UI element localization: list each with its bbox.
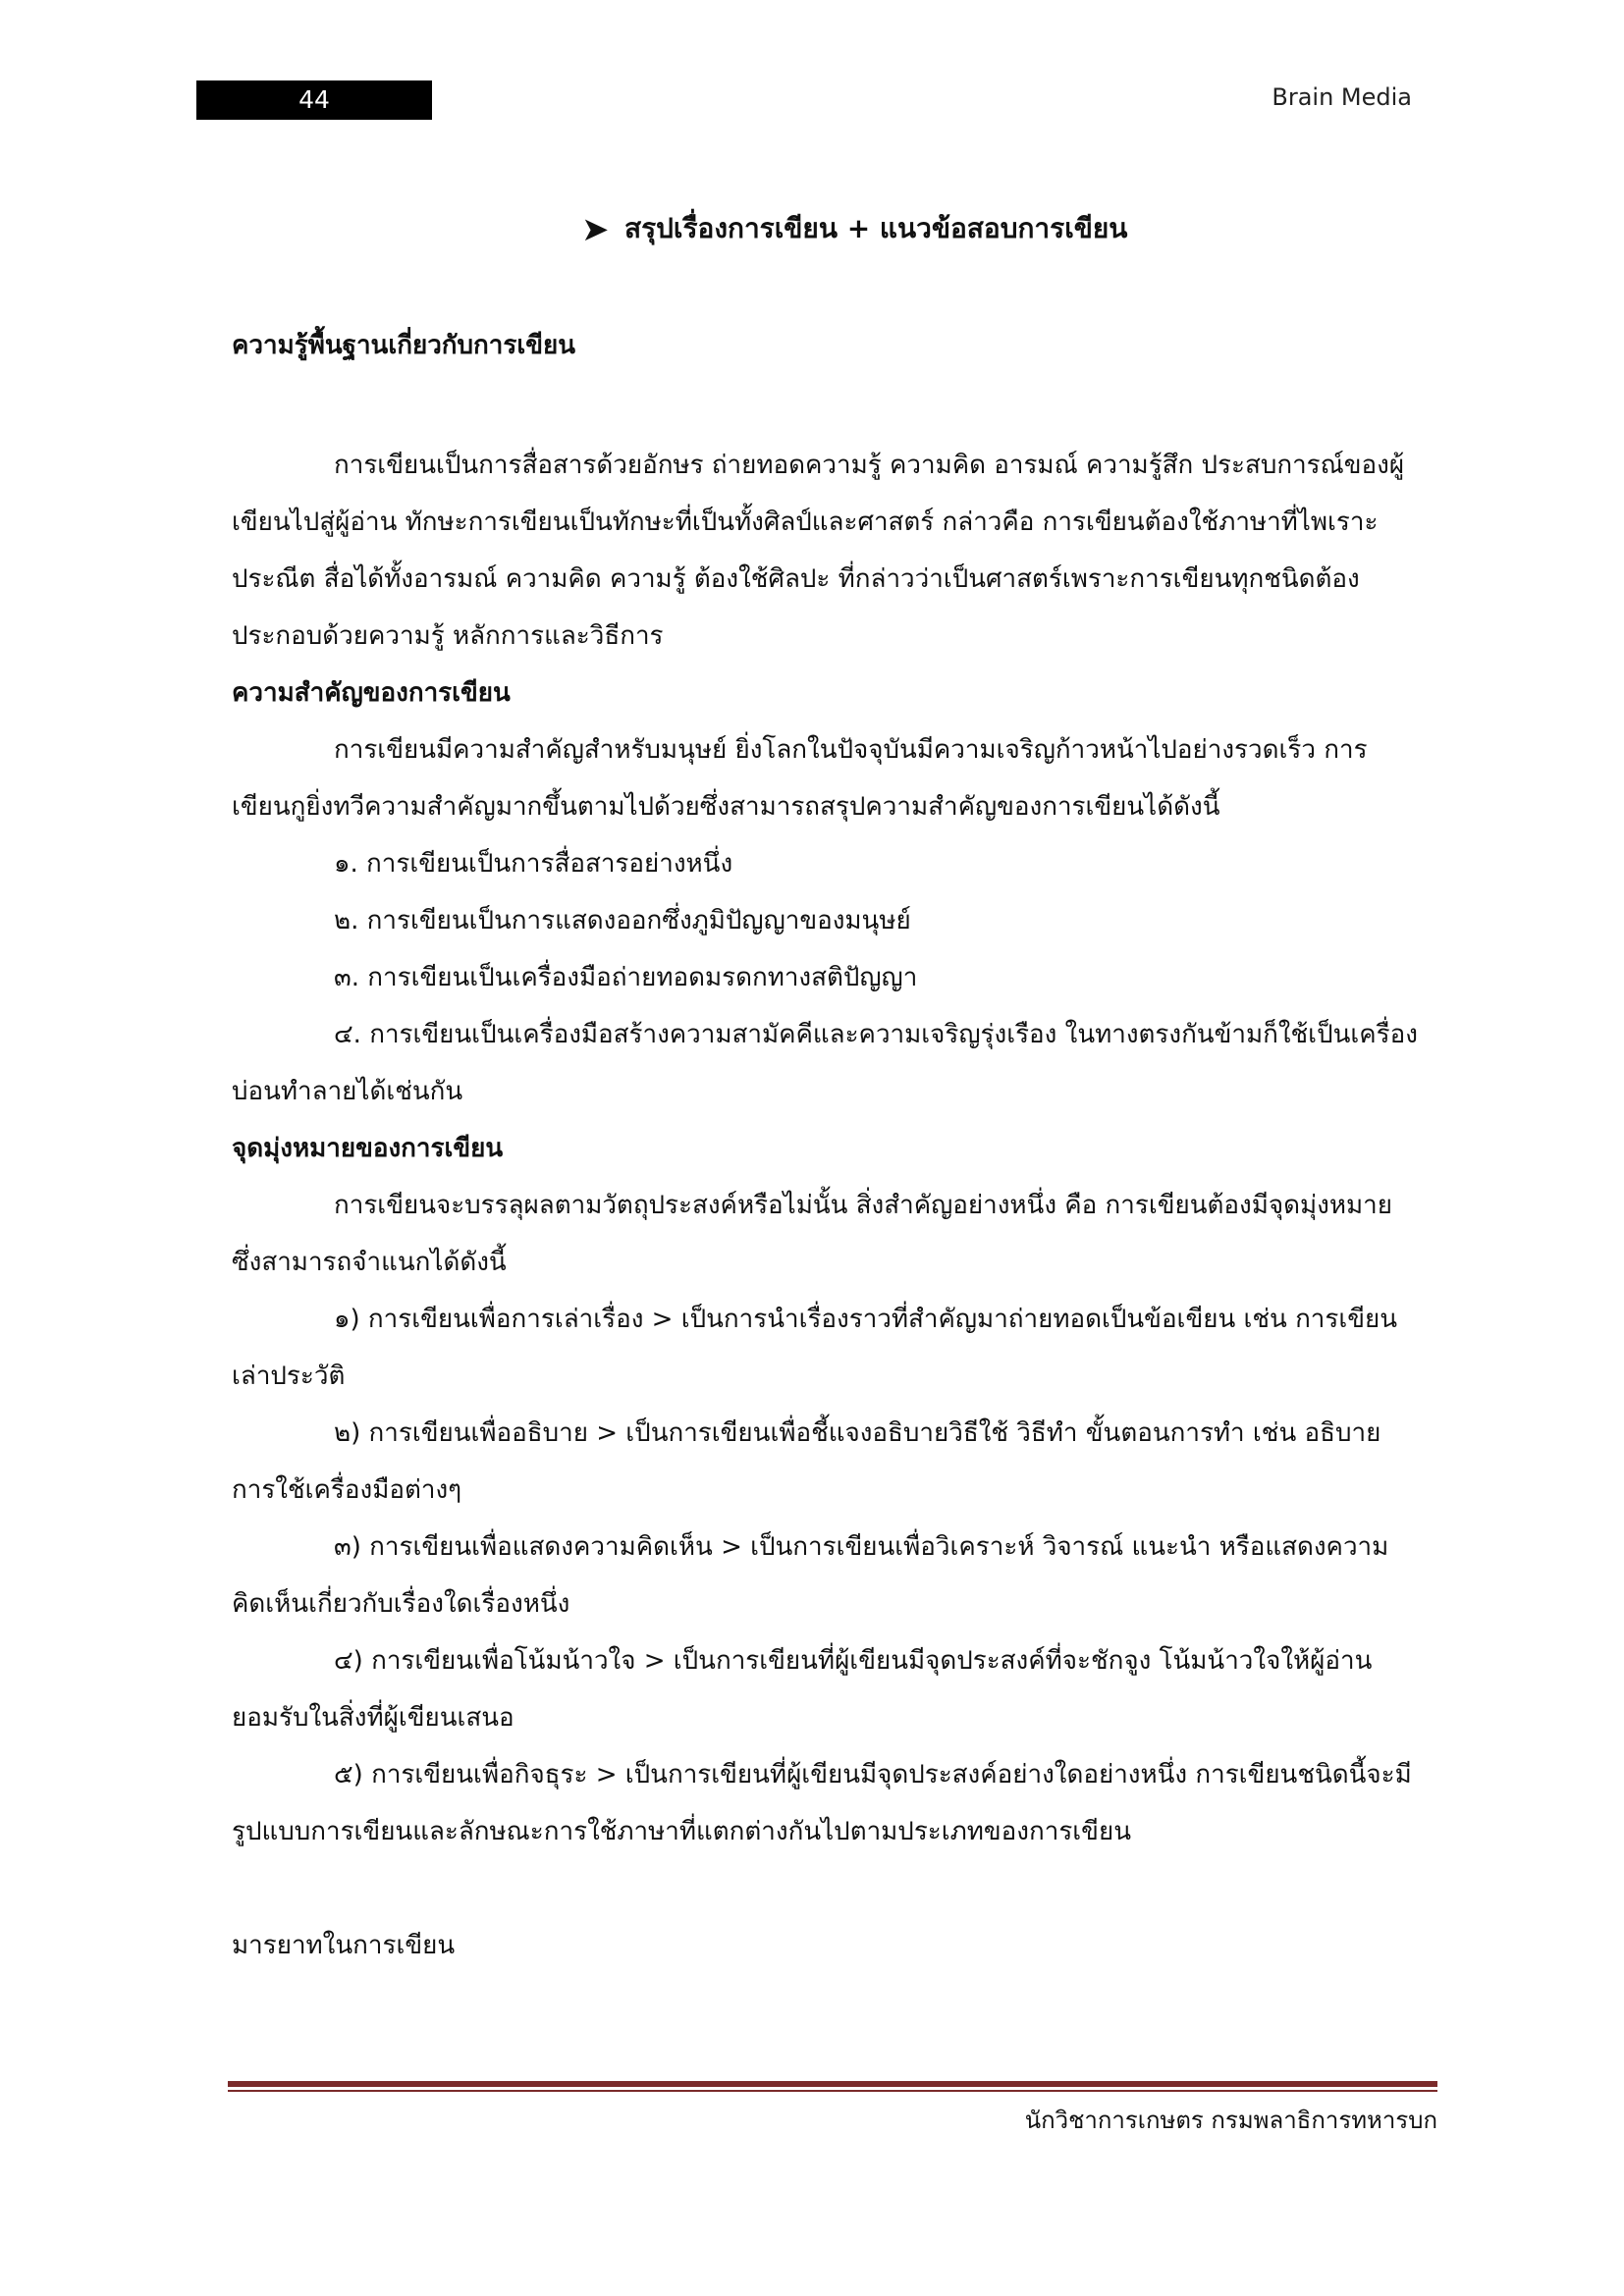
paragraph-purpose: การเขียนจะบรรลุผลตามวัตถุประสงค์หรือไม่นั้น สิ่งสำคัญอย่างหนึ่ง คือ การเขียนต้องมีจุดมุ่งหมายซึ่งสามารถจำแนกได้ดังนี้ <box>232 1191 1392 1277</box>
section-heading-basics: ความรู้พื้นฐานเกี่ยวกับการเขียน <box>232 331 576 360</box>
list-item: ๒) การเขียนเพื่ออธิบาย > เป็นการเขียนเพื่อชี้แจงอธิบายวิธีใช้ วิธีทำ ขั้นตอนการทำ เช่น อธิบายการใช้เครื่องมือต่างๆ <box>232 1418 1381 1505</box>
arrow-right-icon: ➤ <box>581 210 610 249</box>
document-body <box>232 317 1422 1974</box>
section-heading-purpose: จุดมุ่งหมายของการเขียน <box>232 1134 504 1163</box>
list-item: ๑) การเขียนเพื่อการเล่าเรื่อง > เป็นการนำเรื่องราวที่สำคัญมาถ่ายทอดเป็นข้อเขียน เช่น การเขียนเล่าประวัติ <box>232 1305 1398 1391</box>
section-heading-importance: ความสำคัญของการเขียน <box>232 678 511 708</box>
section-heading-etiquette: มารยาทในการเขียน <box>232 1931 456 1960</box>
list-item: ๕) การเขียนเพื่อกิจธุระ > เป็นการเขียนที่ผู้เขียนมีจุดประสงค์อย่างใดอย่างหนึ่ง การเขียนชนิดนี้จะมีรูปแบบการเขียนและลักษณะการใช้ภาษาที่แตกต่างกันไปตามประเภทของการเขียน <box>232 1760 1412 1846</box>
page-number: 44 <box>196 80 432 120</box>
publisher-name: Brain Media <box>1272 83 1412 111</box>
list-item: ๔. การเขียนเป็นเครื่องมือสร้างความสามัคคีและความเจริญรุ่งเรือง ในทางตรงกันข้ามก็ใช้เป็นเครื่องบ่อนทำลายได้เช่นกัน <box>232 1020 1418 1106</box>
list-item: ๑. การเขียนเป็นการสื่อสารอย่างหนึ่ง <box>334 849 733 879</box>
list-item: ๓. การเขียนเป็นเครื่องมือถ่ายทอดมรดกทางสติปัญญา <box>334 963 918 992</box>
footer-text: นักวิชาการเกษตร กรมพลาธิการทหารบก <box>1024 2107 1437 2134</box>
footer-rule <box>228 2081 1437 2092</box>
footer-rule-thin <box>228 2090 1437 2092</box>
paragraph-importance: การเขียนมีความสำคัญสำหรับมนุษย์ ยิ่งโลกในปัจจุบันมีความเจริญก้าวหน้าไปอย่างรวดเร็ว การเขียนกูยิ่งทวีความสำคัญมากขึ้นตามไปด้วยซึ่งสามารถสรุปความสำคัญของการเขียนได้ดังนี้ <box>232 735 1368 822</box>
footer-rule-thick <box>228 2081 1437 2087</box>
list-item: ๒. การเขียนเป็นการแสดงออกซึ่งภูมิปัญญาของมนุษย์ <box>334 906 911 935</box>
document-title-block <box>581 206 1127 252</box>
paragraph-basics: การเขียนเป็นการสื่อสารด้วยอักษร ถ่ายทอดความรู้ ความคิด อารมณ์ ความรู้สึก ประสบการณ์ของผู้เขียนไปสู่ผู้อ่าน ทักษะการเขียนเป็นทักษะที่เป็นทั้งศิลป์และศาสตร์ กล่าวคือ การเขียนต้องใช้ภาษาที่ไพเราะประณีต สื่อได้ทั้งอารมณ์ ความคิด ความรู้ ต้องใช้ศิลปะ ที่กล่าวว่าเป็นศาสตร์เพราะการเขียนทุกชนิดต้องประกอบด้วยความรู้ หลักการและวิธีการ <box>232 451 1405 651</box>
document-title: สรุปเรื่องการเขียน + แนวข้อสอบการเขียน <box>624 212 1128 244</box>
list-item: ๔) การเขียนเพื่อโน้มน้าวใจ > เป็นการเขียนที่ผู้เขียนมีจุดประสงค์ที่จะชักจูง โน้มน้าวใจให้ผู้อ่านยอมรับในสิ่งที่ผู้เขียนเสนอ <box>232 1646 1373 1733</box>
list-item: ๓) การเขียนเพื่อแสดงความคิดเห็น > เป็นการเขียนเพื่อวิเคราะห์ วิจารณ์ แนะนำ หรือแสดงความคิดเห็นเกี่ยวกับเรื่องใดเรื่องหนึ่ง <box>232 1532 1389 1619</box>
